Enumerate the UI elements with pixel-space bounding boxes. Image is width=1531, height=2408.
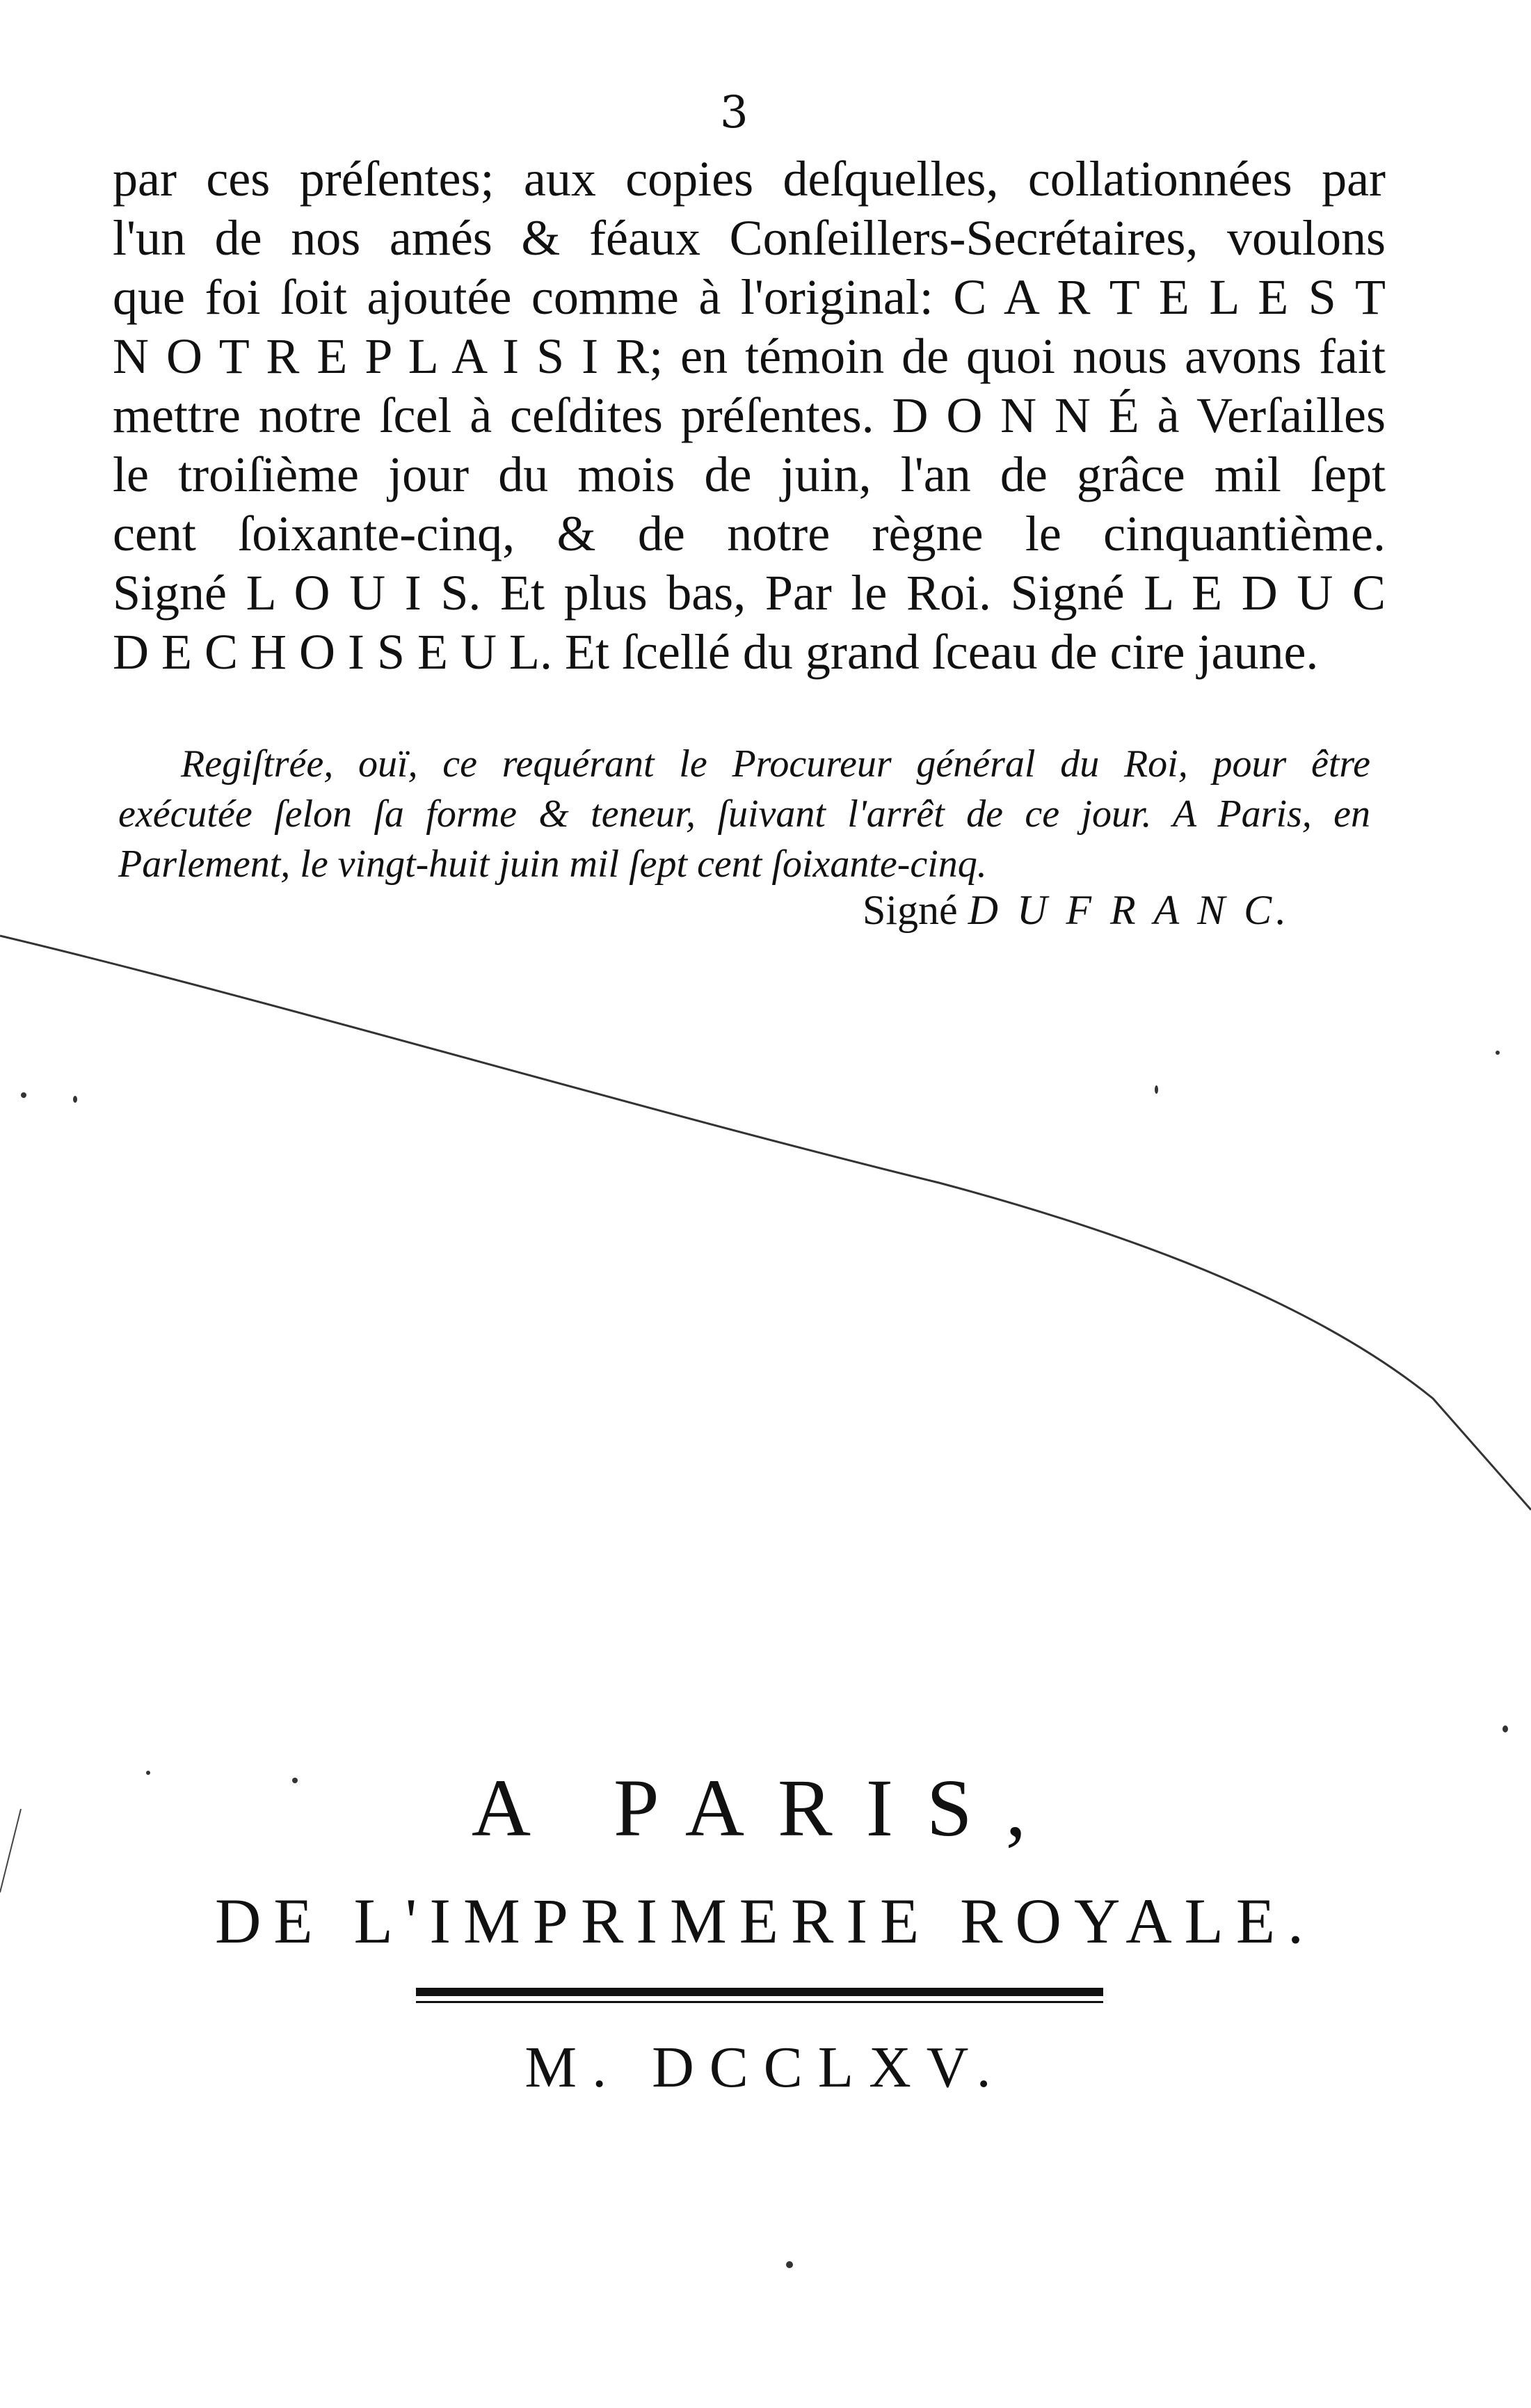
main-text-line: Signé L O U I S. Et plus bas, Par le Roi. Signé L E D U C (113, 565, 1386, 621)
ink-speck (1155, 1085, 1158, 1094)
imprint-year: M. DCCLXV. (524, 2035, 1007, 2100)
main-text-line: que foi ſoit ajoutée comme à l'original: C A R T E L E S T (113, 269, 1386, 325)
imprint-rule-thin (416, 2001, 1103, 2003)
registration-line: Parlement, le vingt-huit juin mil ſept cent ſoixante-cinq. (118, 843, 987, 886)
registration-line: Regiſtrée, ouï, ce requérant le Procureur général du Roi, pour être (181, 742, 1370, 786)
main-text-line: l'un de nos amés & féaux Conſeillers-Secrétaires, voulons (113, 210, 1386, 266)
imprint-printer: DE L'IMPRIMERIE ROYALE. (214, 1885, 1317, 1956)
main-text-line: D E C H O I S E U L. Et ſcellé du grand ſceau de cire jaune. (113, 624, 1319, 680)
imprint-city: A PARIS, (471, 1762, 1060, 1853)
ink-speck (73, 1096, 77, 1103)
ink-speck (1502, 1725, 1508, 1732)
main-text-line: le troiſième jour du mois de juin, l'an de grâce mil ſept (113, 447, 1386, 502)
imprint-rule (416, 1988, 1103, 1996)
registration-line: exécutée ſelon ſa forme & teneur, ſuivant l'arrêt de ce jour. A Paris, en (118, 792, 1370, 836)
page-number: 3 (720, 87, 748, 138)
ink-speck (292, 1778, 298, 1783)
main-text-line: N O T R E P L A I S I R; en témoin de quoi nous avons fait (113, 328, 1386, 384)
ink-speck (146, 1771, 150, 1775)
ink-speck (21, 1092, 26, 1098)
registration-note (118, 739, 1370, 889)
main-text (113, 150, 1386, 682)
main-text-line: par ces préſentes; aux copies deſquelles, collationnées par (113, 151, 1386, 207)
main-text-line: cent ſoixante-cinq, & de notre règne le cinquantième. (113, 506, 1386, 561)
signature-name: D U F R A N C. (968, 887, 1291, 933)
signature-prefix: Signé (863, 887, 958, 933)
ink-speck (1496, 1051, 1500, 1055)
ink-speck (786, 2261, 793, 2268)
main-text-line: mettre notre ſcel à ceſdites préſentes. D O N N É à Verſailles (113, 388, 1386, 443)
signature (863, 889, 1290, 931)
